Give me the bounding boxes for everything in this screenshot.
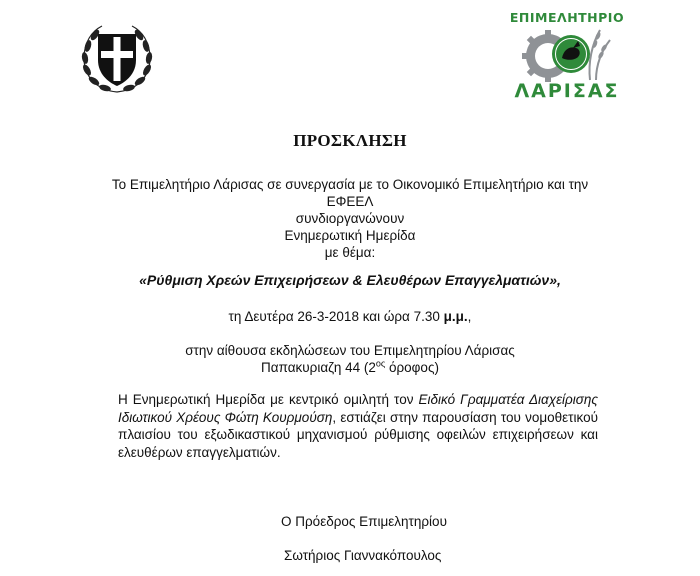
intro-line: Ενημερωτική Ημερίδα (284, 228, 416, 243)
intro-line: Το Επιμελητήριο Λάρισας σε συνεργασία με το Οικονομικό Επιμελητήριο και την (111, 177, 589, 192)
datetime-prefix: τη Δευτέρα 26-3-2018 και ώρα 7.30 (228, 309, 444, 324)
intro-line: συνδιοργανώνουν (295, 211, 405, 226)
chamber-name-bottom: ΛΑΡΙΣΑΣ (514, 80, 620, 102)
body-paragraph (118, 391, 598, 461)
datetime-time: μ.μ. (443, 309, 468, 324)
signature-role: Ο Πρόεδρος Επιμελητηρίου (281, 514, 447, 529)
chamber-gear-seal-icon (518, 24, 616, 84)
signature-name: Σωτήριος Γιαννακόπουλος (284, 548, 442, 563)
event-topic: «Ρύθμιση Χρεών Επιχειρήσεων & Ελευθέρων Επαγγελματιών», (139, 272, 561, 288)
venue-floor-text: όροφος) (385, 360, 439, 375)
venue-address-text: Παπακυριαζη 44 (2 (261, 360, 376, 375)
invitation-title: ΠΡΟΣΚΛΗΣΗ (293, 131, 407, 150)
datetime-suffix: , (467, 309, 472, 324)
venue-address (0, 359, 700, 376)
event-datetime (0, 308, 700, 325)
intro-line: με θέμα: (324, 245, 376, 260)
venue-hall: στην αίθουσα εκδηλώσεων του Επιμελητηρίου Λάρισας (185, 343, 515, 358)
body-part1: Η Ενημερωτική Ημερίδα με κεντρικό ομιλητή τον (118, 392, 419, 407)
body-part2: , εστιάζει στην παρουσίαση του νομοθετικού πλαισίου του εξωδικαστικού μηχανισμού ρύθμισης οφειλών επιχειρήσεων και ελευθέρων επαγγελματιών. (118, 409, 598, 460)
event-venue (0, 342, 700, 376)
venue-floor-suffix: ος (375, 358, 386, 369)
intro-block (0, 176, 700, 261)
chamber-logo (508, 8, 626, 104)
greek-emblem-icon (78, 20, 156, 98)
body-speaker: Ειδικό Γραμματέα Διαχείρισης Ιδιωτικού Χρέους Φώτη Κουρμούση (118, 392, 598, 425)
chamber-name-top: ΕΠΙΜΕΛΗΤΗΡΙΟ (509, 10, 625, 25)
intro-line: ΕΦΕΕΛ (326, 194, 374, 209)
